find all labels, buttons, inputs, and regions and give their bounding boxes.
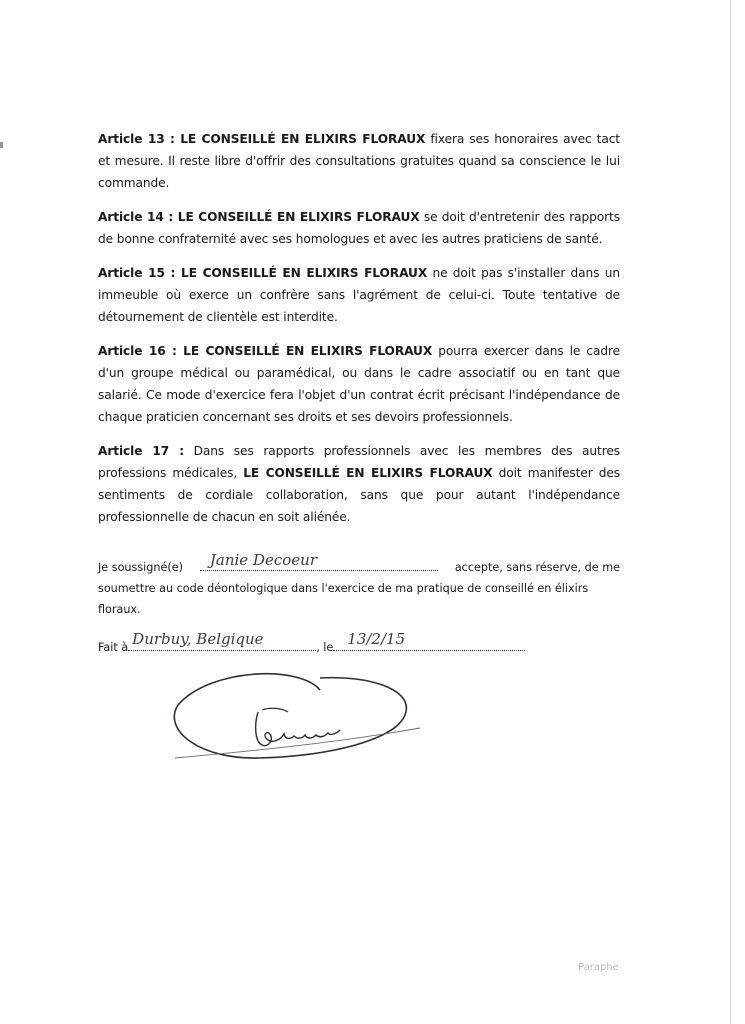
articles-section <box>98 128 620 540</box>
date-fill-field <box>333 630 525 651</box>
signature-image <box>170 660 430 770</box>
declaration <box>98 551 620 620</box>
fait-label: Fait à <box>98 641 129 654</box>
article-13-heading: Article 13 : LE CONSEILLÉ EN ELIXIRS FLORAUX <box>98 132 426 146</box>
declaration-line-2: soumettre au code déontologique dans l'exercice de ma pratique de conseillé en élixirs floraux. <box>98 582 589 616</box>
article-17 <box>98 440 620 528</box>
article-17-text-before: Dans ses rapports professionnels avec les membres des autres professions médicales, <box>98 444 621 480</box>
article-13 <box>98 128 620 194</box>
article-16-text: pourra exercer dans le cadre d'un groupe médical ou paramédical, ou dans le cadre associatif ou en tant que salarié. Ce mode d'exercice fera l'objet d'un contrat écrit précisant l'indépendance de chaque praticien concernant ses droits et ses devoirs professionnels. <box>98 344 620 424</box>
article-16 <box>98 340 620 428</box>
article-17-bold-mid: LE CONSEILLÉ EN ELIXIRS FLORAUX <box>243 466 493 480</box>
handwritten-date: 13/2/15 <box>347 630 406 648</box>
declaration-suffix: accepte, sans réserve, de me <box>454 561 620 574</box>
article-15-text: ne doit pas s'installer dans un immeuble où exerce un confrère sans l'agrément de celui-ci. Toute tentative de détournement de clientèle est interdite. <box>98 266 620 324</box>
article-17-heading: Article 17 : <box>98 444 184 458</box>
article-14-text: se doit d'entretenir des rapports de bonne confraternité avec ses homologues et avec les autres praticiens de santé. <box>98 210 620 246</box>
declaration-line-1 <box>98 551 620 578</box>
place-fill-field <box>128 630 316 651</box>
article-14-heading: Article 14 : LE CONSEILLÉ EN ELIXIRS FLORAUX <box>98 210 420 224</box>
article-17-text-after: doit manifester des sentiments de cordiale collaboration, sans que pour autant l'indépendance professionnelle de chacun en soit aliénée. <box>98 466 620 524</box>
place-date-line <box>98 630 525 654</box>
article-15-heading: Article 15 : LE CONSEILLÉ EN ELIXIRS FLORAUX <box>98 266 428 280</box>
le-label: , le <box>316 641 334 654</box>
article-15 <box>98 262 620 328</box>
name-fill-field <box>200 551 438 571</box>
declaration-prefix: Je soussigné(e) <box>98 561 183 574</box>
article-13-text: fixera ses honoraires avec tact et mesure. Il reste libre d'offrir des consultations gratuites quand sa conscience le lui commande. <box>98 132 620 190</box>
article-14 <box>98 206 620 250</box>
page-edge <box>730 0 731 1024</box>
article-16-heading: Article 16 : LE CONSEILLÉ EN ELIXIRS FLORAUX <box>98 344 433 358</box>
paraphe-label: Paraphe <box>578 962 619 973</box>
handwritten-place: Durbuy, Belgique <box>132 630 264 648</box>
handwritten-name: Janie Decoeur <box>209 551 317 569</box>
scan-mark <box>0 142 3 148</box>
